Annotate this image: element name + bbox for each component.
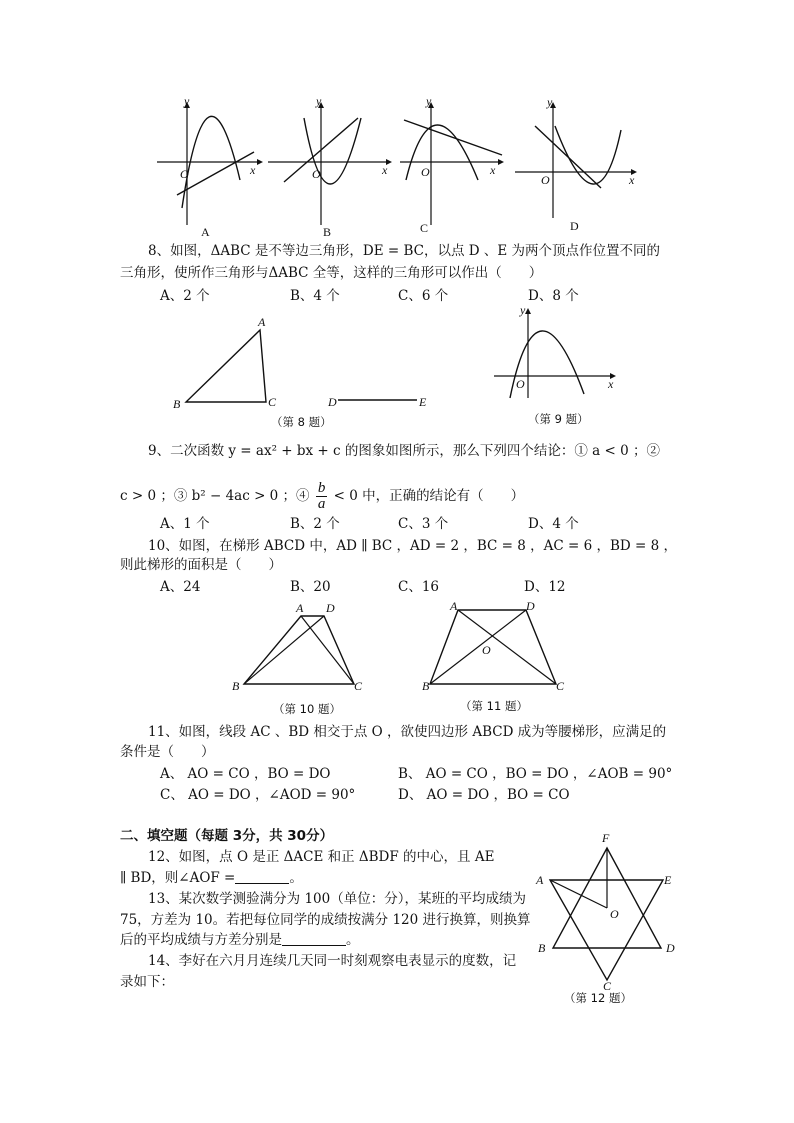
q8-option-a: A、2 个 (160, 288, 210, 304)
q10-line2: 则此梯形的面积是（ ） (120, 557, 282, 573)
svg-text:O: O (610, 907, 619, 921)
axis-x-label: x (629, 173, 635, 187)
q11-option-b: B、 AO = CO ，BO = DO ，∠AOB = 90° (398, 766, 673, 782)
q13-line3-a: 后的平均成绩与方差分别是 (120, 932, 282, 948)
q10-option-b: B、20 (290, 579, 331, 595)
svg-text:O: O (516, 377, 525, 391)
svg-text:C: C (354, 679, 363, 693)
svg-text:x: x (608, 377, 614, 391)
svg-text:E: E (664, 873, 672, 887)
axis-y-label: y (184, 94, 190, 108)
caption-q10: （第 10 题） (273, 702, 341, 716)
graph-label-c: C (420, 221, 429, 235)
q8-line1: 8、如图，ΔABC 是不等边三角形，DE = BC，以点 D 、E 为两个顶点作位置不同的 (148, 243, 661, 259)
q9-line2-a: c > 0 ；③ b² − 4ac > 0 ；④ (120, 488, 310, 504)
q8-option-d: D、8 个 (528, 288, 579, 304)
graph-b (266, 94, 388, 240)
q9-option-d: D、4 个 (528, 516, 579, 532)
origin-label: O (180, 167, 189, 181)
q14-line2: 录如下： (120, 974, 174, 990)
q8-option-b: B、4 个 (290, 288, 340, 304)
q10-option-c: C、16 (398, 579, 440, 595)
q10-option-a: A、24 (160, 579, 201, 595)
svg-text:D: D (326, 601, 335, 615)
svg-text:B: B (422, 679, 430, 693)
caption-q11: （第 11 题） (460, 699, 528, 713)
point-b-label: B (173, 397, 181, 411)
q11-option-d: D、 AO = DO ，BO = CO (398, 787, 570, 803)
svg-text:A: A (296, 601, 304, 615)
svg-text:A: A (536, 873, 544, 887)
svg-text:C: C (556, 679, 565, 693)
q12-line2-a: ∥ BD，则∠AOF = (120, 870, 236, 886)
fraction-b-over-a (316, 481, 328, 512)
q9-line2 (120, 481, 524, 512)
axis-x-label: x (490, 163, 496, 177)
q8-option-c: C、6 个 (398, 288, 449, 304)
caption-q9: （第 9 题） (528, 412, 589, 426)
fraction-numerator: b (317, 480, 326, 496)
figure-q9 (492, 303, 622, 406)
q10-option-d: D、12 (524, 579, 566, 595)
q11-option-a: A、 AO = CO ，BO = DO (160, 766, 331, 782)
q12-line2-b: 。 (289, 870, 303, 886)
q11-line2: 条件是（ ） (120, 744, 215, 760)
svg-text:C: C (603, 979, 612, 993)
axis-y-label: y (316, 94, 322, 108)
svg-text:D: D (526, 599, 535, 613)
figure-q12 (536, 828, 686, 998)
q11-option-c: C、 AO = DO ，∠AOD = 90° (160, 787, 356, 803)
origin-label: O (312, 167, 321, 181)
figure-q11 (420, 598, 570, 694)
graph-label-b: B (323, 225, 332, 239)
point-e-label: E (419, 395, 427, 409)
origin-label: O (421, 165, 430, 179)
q9-line1: 9、二次函数 y = ax² + bx + c 的图象如图所示，那么下列四个结论：① a < 0 ；② (148, 443, 660, 459)
answer-blank-q13[interactable] (282, 931, 346, 946)
svg-text:B: B (232, 679, 240, 693)
answer-blank-q12[interactable] (235, 869, 289, 884)
fraction-denominator: a (317, 496, 326, 512)
svg-text:B: B (538, 941, 546, 955)
q9-option-a: A、1 个 (160, 516, 210, 532)
q12-line1: 12、如图，点 O 是正 ΔACE 和正 ΔBDF 的中心，且 AE (148, 849, 495, 865)
axis-y-label: y (547, 95, 553, 109)
caption-q8: （第 8 题） (271, 415, 332, 429)
axis-x-label: x (250, 163, 256, 177)
q13-line1: 13、某次数学测验满分为 100（单位：分），某班的平均成绩为 (148, 891, 526, 907)
graph-d (513, 95, 637, 240)
q11-line1: 11、如图，线段 AC 、BD 相交于点 O ，欲使四边形 ABCD 成为等腰梯形，应满足的 (148, 724, 667, 740)
point-a-label: A (258, 315, 266, 329)
figure-q8 (170, 316, 440, 416)
svg-text:A: A (450, 599, 458, 613)
q13-line3-b: 。 (346, 932, 360, 948)
q9-line2-b: < 0 中，正确的结论有（ ） (333, 488, 525, 504)
graph-a (152, 94, 262, 240)
q13-line3 (120, 930, 360, 950)
section-title: 二、填空题（每题 3分，共 30分） (120, 828, 334, 844)
q14-line1: 14、李好在六月月连续几天同一时刻观察电表显示的度数，记 (148, 953, 517, 969)
graph-c (398, 94, 510, 240)
q10-line1: 10、如图，在梯形 ABCD 中，AD ∥ BC ，AD = 2 ，BC = 8 ，AC = 6 ，BD = 8 ， (148, 538, 678, 554)
caption-q12: （第 12 题） (564, 991, 632, 1005)
point-c-label: C (268, 395, 277, 409)
origin-label: O (541, 173, 550, 187)
figure-q10 (230, 600, 370, 696)
svg-text:D: D (666, 941, 675, 955)
q9-option-b: B、2 个 (290, 516, 340, 532)
point-d-label: D (328, 395, 337, 409)
graph-label-a: A (201, 225, 210, 239)
q8-line2: 三角形，使所作三角形与ΔABC 全等，这样的三角形可以作出（ ） (120, 265, 543, 281)
graph-label-d: D (570, 219, 579, 233)
svg-text:F: F (602, 831, 610, 845)
q12-line2 (120, 868, 303, 888)
q9-option-c: C、3 个 (398, 516, 449, 532)
axis-y-label: y (426, 94, 432, 108)
svg-text:O: O (482, 643, 491, 657)
svg-text:y: y (520, 303, 526, 317)
q13-line2: 75，方差为 10。若把每位同学的成绩按满分 120 进行换算，则换算 (120, 912, 531, 928)
axis-x-label: x (382, 163, 388, 177)
